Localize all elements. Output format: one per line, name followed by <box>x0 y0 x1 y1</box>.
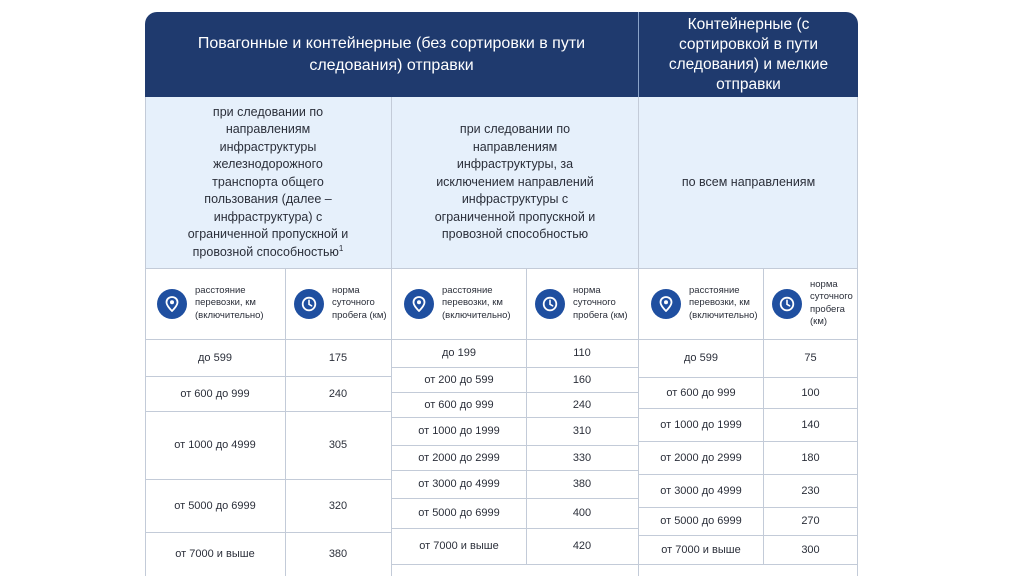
row-divider <box>145 376 391 377</box>
location-pin-icon <box>404 289 434 319</box>
distance-cell: от 1000 до 4999 <box>145 411 285 479</box>
distance-cell: от 5000 до 6999 <box>145 479 285 532</box>
row-divider <box>392 339 638 340</box>
direction-all: по всем направлениям <box>639 97 858 268</box>
location-pin-icon <box>157 289 187 319</box>
row-divider <box>392 470 638 471</box>
distance-column-header <box>145 268 285 339</box>
row-divider <box>639 564 858 565</box>
norm-cell: 180 <box>763 441 858 474</box>
distance-cell: до 599 <box>145 339 285 376</box>
distance-column-header <box>639 268 763 339</box>
clock-icon <box>294 289 324 319</box>
norm-cell: 320 <box>285 479 391 532</box>
distance-cell: от 7000 и выше <box>145 532 285 576</box>
norm-column-header <box>526 268 638 339</box>
norm-cell: 240 <box>526 392 638 417</box>
direction-limited-capacity <box>145 97 391 268</box>
location-pin-icon <box>651 289 681 319</box>
row-divider <box>639 377 858 378</box>
norm-column-label: норма суточного пробега (км) <box>332 284 387 321</box>
norm-cell: 305 <box>285 411 391 479</box>
table-border-left <box>145 97 146 576</box>
norm-cell: 240 <box>285 376 391 411</box>
row-divider <box>639 474 858 475</box>
norm-column-label: норма суточного пробега (км) <box>573 284 628 321</box>
row-divider <box>145 532 391 533</box>
norm-cell: 110 <box>526 339 638 367</box>
row-divider <box>392 417 638 418</box>
norm-cell: 175 <box>285 339 391 376</box>
column-divider <box>285 268 286 576</box>
distance-cell: от 600 до 999 <box>392 392 526 417</box>
norms-table <box>145 12 858 576</box>
distance-cell: от 1000 до 1999 <box>392 417 526 445</box>
distance-cell: от 2000 до 2999 <box>639 441 763 474</box>
header-divider <box>145 268 391 269</box>
column-divider <box>526 268 527 564</box>
row-divider <box>639 339 858 340</box>
section-divider <box>391 97 392 576</box>
row-divider <box>392 392 638 393</box>
row-divider <box>639 507 858 508</box>
distance-column-label: расстояние перевозки, км (включительно) <box>442 284 511 321</box>
norm-cell: 230 <box>763 474 858 507</box>
row-divider <box>639 408 858 409</box>
table-border-right <box>857 97 858 576</box>
distance-cell: от 200 до 599 <box>392 367 526 392</box>
distance-cell: до 199 <box>392 339 526 367</box>
distance-cell: от 7000 и выше <box>392 528 526 564</box>
distance-cell: от 3000 до 4999 <box>392 470 526 498</box>
header-divider <box>639 268 858 269</box>
row-divider <box>639 441 858 442</box>
distance-cell: от 5000 до 6999 <box>392 498 526 528</box>
row-divider <box>392 528 638 529</box>
row-divider <box>145 479 391 480</box>
distance-cell: от 2000 до 2999 <box>392 445 526 470</box>
distance-cell: до 599 <box>639 339 763 377</box>
norm-cell: 420 <box>526 528 638 564</box>
distance-cell: от 7000 и выше <box>639 535 763 564</box>
distance-column-header <box>392 268 526 339</box>
footnote-marker: 1 <box>338 243 344 253</box>
norm-column-label: норма суточного пробега (км) <box>810 278 853 327</box>
row-divider <box>392 498 638 499</box>
row-divider <box>392 564 638 565</box>
norm-cell: 380 <box>526 470 638 498</box>
distance-cell: от 1000 до 1999 <box>639 408 763 441</box>
norm-cell: 100 <box>763 377 858 408</box>
distance-cell: от 3000 до 4999 <box>639 474 763 507</box>
direction-limited-text: при следовании по направлениям инфраструктуры железнодорожного транспорта общего пользования (далее – инфраструктура) с ограниченной пропускной и провозной способностью <box>187 104 349 259</box>
norm-column-header <box>285 268 391 339</box>
norm-column-header <box>763 268 858 339</box>
norm-cell: 140 <box>763 408 858 441</box>
header-divider <box>392 268 638 269</box>
group-header-wagon-container: Повагонные и контейнерные (без сортировки в пути следования) отправки <box>145 12 638 97</box>
distance-column-label: расстояние перевозки, км (включительно) <box>195 284 264 321</box>
row-divider <box>145 411 391 412</box>
norm-cell: 270 <box>763 507 858 535</box>
section-divider <box>638 97 639 576</box>
clock-icon <box>535 289 565 319</box>
column-divider <box>763 268 764 564</box>
row-divider <box>392 367 638 368</box>
norm-cell: 400 <box>526 498 638 528</box>
norm-cell: 330 <box>526 445 638 470</box>
distance-cell: от 600 до 999 <box>145 376 285 411</box>
norm-cell: 160 <box>526 367 638 392</box>
norm-cell: 380 <box>285 532 391 576</box>
norm-cell: 300 <box>763 535 858 564</box>
direction-except-limited: при следовании по направлениям инфраструктуры, за исключением направлений инфраструктуры с ограниченной пропускной и провозной способностью <box>392 97 638 268</box>
norm-cell: 75 <box>763 339 858 377</box>
row-divider <box>145 339 391 340</box>
distance-column-label: расстояние перевозки, км (включительно) <box>689 284 758 321</box>
distance-cell: от 5000 до 6999 <box>639 507 763 535</box>
row-divider <box>392 445 638 446</box>
group-header-container-small: Контейнерные (с сортировкой в пути следования) и мелкие отправки <box>639 12 858 97</box>
row-divider <box>639 535 858 536</box>
distance-cell: от 600 до 999 <box>639 377 763 408</box>
header-group-divider <box>638 12 639 97</box>
norm-cell: 310 <box>526 417 638 445</box>
clock-icon <box>772 289 802 319</box>
